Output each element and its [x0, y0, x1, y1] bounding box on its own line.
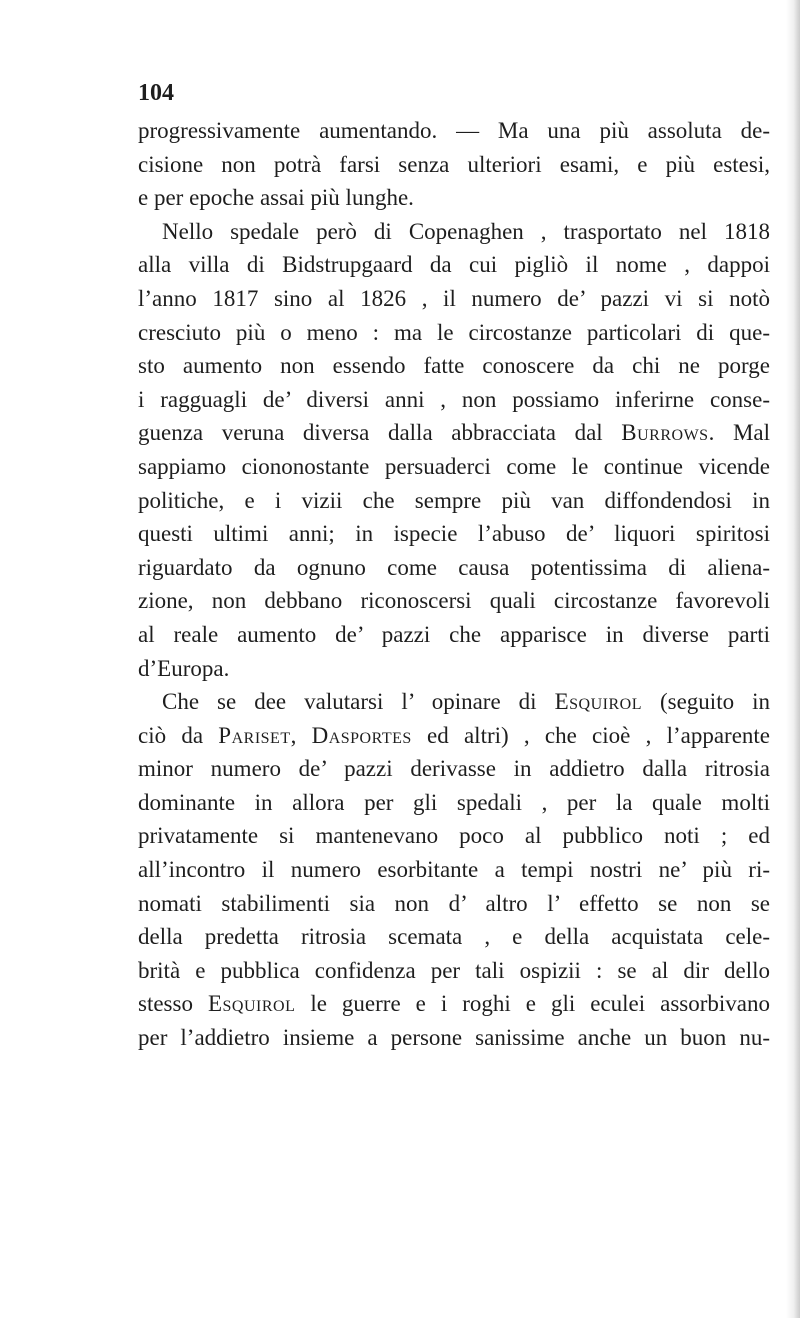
text-segment: al reale aumento de’ pazzi che apparisce in diverse parti — [138, 621, 770, 647]
text-line — [138, 987, 770, 1021]
text-line — [138, 954, 770, 988]
text-segment: privatamente si mantenevano poco al pubblico noti ; ed — [138, 823, 770, 849]
text-segment: riguardato da ognuno come causa potentissima di aliena- — [138, 554, 770, 580]
author-name: Esquirol — [554, 689, 642, 715]
text-line — [138, 282, 770, 316]
page-number: 104 — [138, 80, 174, 106]
text-line — [138, 719, 770, 753]
text-line — [138, 349, 770, 383]
text-segment: nomati stabilimenti sia non d’ altro l’ effetto se non se — [138, 890, 770, 916]
text-line — [138, 652, 770, 686]
text-segment: brità e pubblica confidenza per tali ospizii : se al dir dello — [138, 957, 770, 983]
text-segment: per l’addietro insieme a persone sanissime anche un buon nu- — [138, 1025, 770, 1051]
text-segment: Nello spedale però di Copenaghen , trasportato nel 1818 — [162, 218, 770, 244]
text-line — [138, 181, 770, 215]
text-line — [138, 853, 770, 887]
text-line — [138, 584, 770, 618]
text-segment: , — [290, 722, 312, 748]
text-line — [138, 685, 770, 719]
text-line — [138, 383, 770, 417]
text-segment: (seguito in — [641, 689, 770, 715]
text-segment: ciò da — [138, 722, 219, 748]
text-segment: sappiamo ciononostante persuaderci come le continue vicende — [138, 453, 770, 479]
text-line — [138, 551, 770, 585]
author-name: Dasportes — [311, 722, 412, 748]
text-segment: all’incontro il numero esorbitante a tempi nostri ne’ più ri- — [138, 857, 770, 883]
text-segment: stesso — [138, 991, 208, 1017]
author-name: Pariset — [218, 722, 291, 748]
text-segment: cisione non potrà farsi senza ulteriori esami, e più estesi, — [138, 151, 770, 177]
text-segment: l’anno 1817 sino al 1826 , il numero de’ pazzi vi si notò — [138, 285, 770, 311]
text-segment: Che se dee valutarsi l’ opinare di — [162, 689, 555, 715]
text-segment: questi ultimi anni; in ispecie l’abuso de’ liquori spiritosi — [138, 521, 770, 547]
text-segment: alla villa di Bidstrupgaard da cui pigliò il nome , dappoi — [138, 252, 770, 278]
page-edge-shadow — [786, 0, 800, 1318]
text-segment: i ragguagli de’ diversi anni , non possiamo inferirne conse- — [138, 386, 770, 412]
text-line — [138, 416, 770, 450]
text-line — [138, 215, 770, 249]
text-line — [138, 752, 770, 786]
text-segment: le guerre e i roghi e gli eculei assorbivano — [295, 991, 771, 1017]
text-segment: cresciuto più o meno : ma le circostanze particolari di que- — [138, 319, 770, 345]
text-line — [138, 148, 770, 182]
text-line — [138, 887, 770, 921]
text-segment: progressivamente aumentando. — Ma una più assoluta de- — [138, 118, 770, 143]
text-segment: minor numero de’ pazzi derivasse in addietro dalla ritrosia — [138, 756, 770, 782]
text-segment: ed altri) , che cioè , l’apparente — [411, 722, 771, 748]
text-line — [138, 618, 770, 652]
text-segment: sto aumento non essendo fatte conoscere da chi ne porge — [138, 353, 770, 379]
text-line — [138, 517, 770, 551]
text-segment: d’Europa. — [138, 655, 230, 681]
text-line — [138, 484, 770, 518]
text-line — [138, 819, 770, 853]
text-segment: e per epoche assai più lunghe. — [138, 185, 414, 211]
text-segment: . Mal — [708, 420, 770, 446]
text-line — [138, 316, 770, 350]
text-segment: guenza veruna diversa dalla abbracciata dal — [138, 420, 622, 446]
text-segment: zione, non debbano riconoscersi quali circostanze favorevoli — [138, 588, 770, 614]
text-line — [138, 1021, 770, 1055]
text-line — [138, 786, 770, 820]
text-segment: della predetta ritrosia scemata , e della acquistata cele- — [138, 924, 770, 950]
text-segment: politiche, e i vizii che sempre più van diffondendosi in — [138, 487, 770, 513]
author-name: Esquirol — [207, 991, 296, 1017]
author-name: Burrows — [621, 420, 709, 446]
body-text — [138, 114, 770, 1055]
text-line — [138, 248, 770, 282]
text-line — [138, 450, 770, 484]
text-line — [138, 114, 770, 148]
text-segment: dominante in allora per gli spedali , per la quale molti — [138, 789, 770, 815]
text-line — [138, 920, 770, 954]
